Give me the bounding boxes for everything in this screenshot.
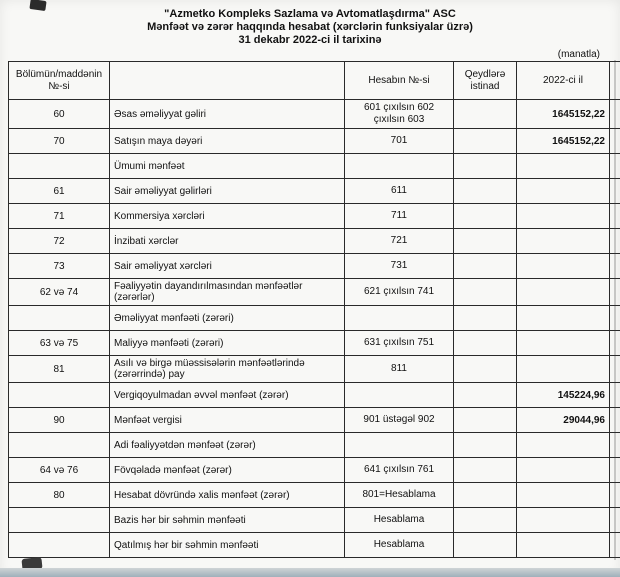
cell-account-number <box>345 433 454 458</box>
cell-year-value <box>517 433 610 458</box>
cell-notes-reference <box>454 306 517 331</box>
cell-notes-reference <box>454 458 517 483</box>
table-row <box>9 356 620 383</box>
cell-year-value <box>517 254 610 279</box>
cell-notes-reference <box>454 204 517 229</box>
cell-account-number: 621 çıxılsın 741 <box>345 279 454 306</box>
cell-description: Bazis hər bir səhmin mənfəəti <box>110 508 345 533</box>
cell-notes-reference <box>454 179 517 204</box>
cell-year-value <box>517 356 610 383</box>
cell-account-number: 731 <box>345 254 454 279</box>
cell-description: Əməliyyat mənfəəti (zərəri) <box>110 306 345 331</box>
cell-account-number <box>345 154 454 179</box>
cell-section-number: 71 <box>9 204 110 229</box>
cell-section-number: 72 <box>9 229 110 254</box>
cell-notes-reference <box>454 331 517 356</box>
cell-year-value <box>517 179 610 204</box>
cell-year-value <box>517 154 610 179</box>
cell-section-number: 80 <box>9 483 110 508</box>
cell-description: Vergiqoyulmadan əvvəl mənfəət (zərər) <box>110 383 345 408</box>
cell-description: Hesabat dövründə xalis mənfəət (zərər) <box>110 483 345 508</box>
cell-account-number: 601 çıxılsın 602 çıxılsın 603 <box>345 100 454 129</box>
cell-account-number: 641 çıxılsın 761 <box>345 458 454 483</box>
cell-account-number: 631 çıxılsın 751 <box>345 331 454 356</box>
cell-year-value <box>517 306 610 331</box>
cell-notes-reference <box>454 229 517 254</box>
cell-section-number <box>9 383 110 408</box>
cell-description: Asılı və birgə müəssisələrin mənfəətlərində (zərərrində) pay <box>110 356 345 383</box>
cell-section-number: 73 <box>9 254 110 279</box>
cell-section-number <box>9 433 110 458</box>
cell-section-number: 64 və 76 <box>9 458 110 483</box>
cell-year-value: 29044,96 <box>517 408 610 433</box>
cell-description: Qatılmış hər bir səhmin mənfəəti <box>110 533 345 558</box>
table-row <box>9 383 620 408</box>
cell-section-number <box>9 154 110 179</box>
cell-notes-reference <box>454 433 517 458</box>
table-row <box>9 154 620 179</box>
cell-description: Əsas əməliyyat gəliri <box>110 100 345 129</box>
cell-notes-reference <box>454 533 517 558</box>
table-header-row <box>9 62 620 100</box>
cell-year-value: 145224,96 <box>517 383 610 408</box>
cell-notes-reference <box>454 383 517 408</box>
table-row <box>9 533 620 558</box>
header-account-number: Hesabın №-si <box>345 62 454 100</box>
report-date: 31 dekabr 2022-ci il tarixinə <box>238 34 382 46</box>
cell-year-value <box>517 279 610 306</box>
cell-year-value <box>517 331 610 356</box>
profit-loss-table <box>8 61 620 558</box>
table-row <box>9 483 620 508</box>
cell-year-value <box>517 508 610 533</box>
cell-year-value <box>517 458 610 483</box>
cell-account-number <box>345 306 454 331</box>
cell-year-value: 1645152,22 <box>517 129 610 154</box>
cell-notes-reference <box>454 100 517 129</box>
table-row <box>9 100 620 129</box>
table-row <box>9 508 620 533</box>
cell-notes-reference <box>454 154 517 179</box>
cell-description: Maliyyə mənfəəti (zərəri) <box>110 331 345 356</box>
cell-account-number: 701 <box>345 129 454 154</box>
cell-section-number: 81 <box>9 356 110 383</box>
cell-section-number: 60 <box>9 100 110 129</box>
table-row <box>9 229 620 254</box>
report-table-body <box>9 100 620 558</box>
cell-section-number: 70 <box>9 129 110 154</box>
document-title-block <box>0 0 620 47</box>
table-row <box>9 129 620 154</box>
company-name: "Azmetko Kompleks Sazlama və Avtomatlaşdırma" ASC <box>164 8 456 20</box>
table-row <box>9 458 620 483</box>
cell-section-number: 63 və 75 <box>9 331 110 356</box>
report-title: Mənfəət və zərər haqqında hesabat (xərclərin funksiyalar üzrə) <box>147 21 473 33</box>
cell-notes-reference <box>454 508 517 533</box>
header-section-number: Bölümün/maddənin №-si <box>9 62 110 100</box>
cell-account-number: 901 üstəgəl 902 <box>345 408 454 433</box>
table-row <box>9 331 620 356</box>
page-edge-shadow <box>0 568 620 577</box>
cell-description: Sair əməliyyat gəlirləri <box>110 179 345 204</box>
table-row <box>9 279 620 306</box>
cell-notes-reference <box>454 279 517 306</box>
cell-account-number: Hesablama <box>345 533 454 558</box>
header-year-2022: 2022-ci il <box>517 62 610 100</box>
cell-description: Mənfəət vergisi <box>110 408 345 433</box>
currency-note: (manatla) <box>557 49 600 60</box>
cell-section-number: 62 və 74 <box>9 279 110 306</box>
cell-account-number: 721 <box>345 229 454 254</box>
cell-notes-reference <box>454 129 517 154</box>
cell-section-number <box>9 508 110 533</box>
cell-description: Fövqəladə mənfəət (zərər) <box>110 458 345 483</box>
cell-description: Satışın maya dəyəri <box>110 129 345 154</box>
table-row <box>9 254 620 279</box>
cell-description: Adi fəaliyyətdən mənfəət (zərər) <box>110 433 345 458</box>
table-row <box>9 204 620 229</box>
cell-year-value: 1645152,22 <box>517 100 610 129</box>
header-description <box>110 62 345 100</box>
cell-section-number: 61 <box>9 179 110 204</box>
cell-account-number: 801=Hesablama <box>345 483 454 508</box>
cell-account-number <box>345 383 454 408</box>
table-row <box>9 179 620 204</box>
cell-notes-reference <box>454 408 517 433</box>
cell-account-number: 611 <box>345 179 454 204</box>
cell-year-value <box>517 229 610 254</box>
cell-year-value <box>517 533 610 558</box>
cell-description: İnzibati xərclər <box>110 229 345 254</box>
cell-account-number: 711 <box>345 204 454 229</box>
cell-section-number <box>9 533 110 558</box>
page-edge-right <box>614 60 616 560</box>
table-row <box>9 408 620 433</box>
cell-section-number: 90 <box>9 408 110 433</box>
table-row <box>9 306 620 331</box>
cell-year-value <box>517 204 610 229</box>
cell-description: Ümumi mənfəət <box>110 154 345 179</box>
cell-description: Sair əməliyyat xərcləri <box>110 254 345 279</box>
cell-notes-reference <box>454 356 517 383</box>
cell-year-value <box>517 483 610 508</box>
table-row <box>9 433 620 458</box>
cell-account-number: Hesablama <box>345 508 454 533</box>
table-header <box>9 62 620 100</box>
cell-description: Kommersiya xərcləri <box>110 204 345 229</box>
cell-notes-reference <box>454 254 517 279</box>
header-notes-reference: Qeydlərə istinad <box>454 62 517 100</box>
cell-section-number <box>9 306 110 331</box>
cell-account-number: 811 <box>345 356 454 383</box>
cell-notes-reference <box>454 483 517 508</box>
cell-description: Fəaliyyətin dayandırılmasından mənfəətlər (zərərlər) <box>110 279 345 306</box>
